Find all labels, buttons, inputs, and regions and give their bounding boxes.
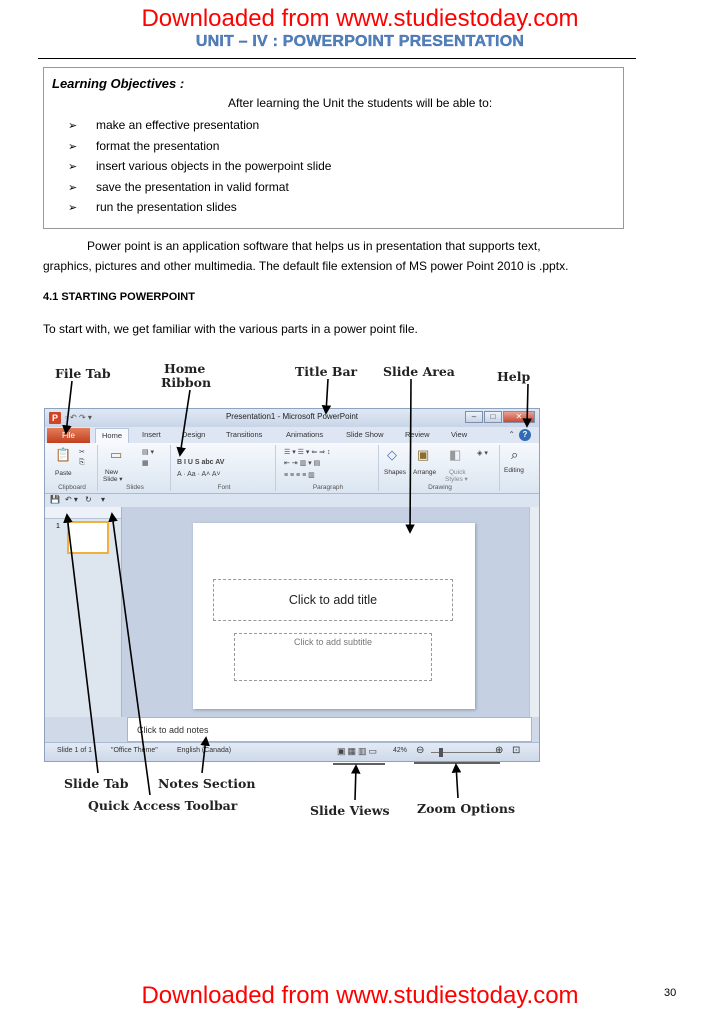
section-heading: 4.1 STARTING POWERPOINT [43, 291, 195, 303]
slide-views-icons[interactable]: ▣▦▥▭ [337, 746, 380, 756]
ribbon-group-editing [502, 445, 536, 491]
callout-home-ribbon-line-1: Home [164, 361, 206, 376]
zoom-in-icon[interactable]: ⊕ [495, 745, 504, 756]
page-number: 30 [664, 987, 677, 999]
objective-text: format the presentation [96, 138, 220, 153]
callout-home-ribbon-line-2: Ribbon [161, 375, 212, 390]
new-slide-label-line-2: Slide ▾ [103, 476, 123, 483]
powerpoint-app-icon: P [49, 412, 61, 424]
slide-thumbnail[interactable] [67, 521, 109, 554]
section-text: To start with, we get familiar with the various parts in a power point file. [43, 322, 418, 336]
tab-view[interactable]: View [451, 430, 468, 439]
unit-title: UNIT – IV : POWERPOINT PRESENTATION [195, 33, 525, 50]
callout-zoom-options: Zoom Options [417, 801, 515, 816]
callout-file-tab: File Tab [55, 366, 111, 381]
status-slide-count: Slide 1 of 1 [57, 747, 93, 754]
arrow-zoom-options [456, 765, 458, 798]
powerpoint-window [44, 408, 540, 762]
copy-icon[interactable]: ⎘ [79, 459, 85, 466]
arrow-bullet-icon: ➢ [68, 120, 78, 132]
arrange-label: Arrange [413, 469, 437, 476]
tab-review[interactable]: Review [405, 430, 430, 439]
header-rule [38, 58, 636, 59]
workspace [45, 507, 539, 717]
group-label-paragraph: Paragraph [312, 484, 344, 491]
window-title: Presentation1 - Microsoft PowerPoint [225, 412, 359, 421]
objective-item [68, 197, 331, 218]
group-label-drawing: Drawing [428, 484, 452, 491]
status-language: English (Canada) [177, 747, 232, 754]
title-bar [45, 409, 539, 427]
font-size-icons[interactable]: A · Aa · A˄ A˅ [177, 471, 221, 478]
quick-styles-icon[interactable]: ◧ [449, 447, 462, 462]
intro-paragraph-line-2: graphics, pictures and other multimedia. The default file extension of MS power Point 2010 is .pptx. [43, 259, 569, 273]
minimize-ribbon-icon[interactable]: ⌃ [508, 430, 515, 439]
arrow-bullet-icon: ➢ [68, 181, 78, 194]
paste-icon[interactable]: 📋 [55, 447, 72, 462]
ribbon-tab-bar [45, 427, 539, 443]
save-icon[interactable]: 💾 [50, 495, 60, 504]
callout-help: Help [497, 369, 531, 384]
slide-area[interactable] [193, 523, 475, 709]
ribbon-group-paragraph [278, 445, 379, 491]
objective-item [68, 156, 331, 177]
callout-title-bar: Title Bar [295, 364, 358, 379]
arrow-bullet-icon: ➢ [68, 161, 78, 173]
objective-item [68, 177, 331, 198]
tab-home[interactable]: Home [95, 428, 129, 443]
cut-icon[interactable]: ✂ [79, 449, 85, 456]
learning-objectives-box [43, 67, 624, 229]
objectives-intro: After learning the Unit the students will be able to: [228, 96, 493, 110]
new-slide-label-line-1: New [105, 469, 119, 476]
shapes-icon[interactable]: ◇ [387, 447, 397, 462]
minimize-icon[interactable]: – [465, 411, 483, 423]
objective-text: make an effective presentation [96, 118, 260, 132]
help-icon[interactable]: ? [519, 429, 531, 441]
tab-transitions[interactable]: Transitions [226, 430, 263, 439]
slide-tab-panel [45, 507, 122, 717]
arrow-bullet-icon: ➢ [68, 202, 78, 214]
tab-design[interactable]: Design [182, 430, 206, 439]
ribbon-group-slides [100, 445, 171, 491]
zoom-level: 42% [393, 747, 408, 754]
status-theme: "Office Theme" [111, 747, 158, 754]
quick-styles-label-line-1: Quick [449, 469, 466, 476]
objective-text: run the presentation slides [96, 200, 237, 214]
panel-tabs[interactable] [45, 507, 121, 519]
quick-access-toolbar [45, 494, 539, 508]
tab-animations[interactable]: Animations [286, 430, 324, 439]
fit-to-window-icon[interactable]: ⊡ [512, 745, 521, 756]
objective-item [68, 136, 331, 157]
callout-slide-tab: Slide Tab [64, 776, 129, 791]
redo-icon[interactable]: ↻ [85, 495, 92, 504]
list-icons[interactable]: ☰ ▾ ☰ ▾ ⇐ ⇒ ↕ [284, 449, 331, 456]
group-label-clipboard: Clipboard [58, 484, 86, 491]
ribbon-group-font [173, 445, 276, 491]
watermark-bottom: Downloaded from www.studiestoday.com [141, 982, 579, 1009]
watermark-top: Downloaded from www.studiestoday.com [141, 5, 579, 32]
callout-slide-area: Slide Area [383, 364, 455, 379]
objective-item [68, 115, 331, 136]
vertical-scrollbar[interactable] [529, 507, 539, 717]
indent-icons[interactable]: ⇤ ⇥ ▥ ▾ ▤ [284, 460, 321, 467]
customize-qat-icon[interactable]: ▾ [101, 495, 106, 504]
arrange-icon[interactable]: ▣ [417, 447, 430, 462]
align-icons[interactable]: ≡ ≡ ≡ ≡ ▥ [284, 472, 315, 479]
objective-text: insert various objects in the powerpoint slide [96, 159, 332, 173]
layout-icon[interactable]: ▤ ▾ [142, 449, 155, 456]
group-label-slides: Slides [126, 484, 144, 491]
ribbon-group-clipboard [47, 445, 98, 491]
home-ribbon [45, 443, 539, 494]
shapes-label: Shapes [384, 469, 407, 476]
objectives-heading: Learning Objectives : [52, 76, 185, 91]
new-slide-icon[interactable]: ▭ [110, 447, 123, 462]
zoom-out-icon[interactable]: ⊖ [416, 745, 425, 756]
arrow-slide-views [355, 766, 356, 800]
zoom-slider-thumb[interactable] [439, 748, 443, 757]
subtitle-placeholder[interactable]: Click to add subtitle [234, 633, 432, 681]
group-label-font: Font [217, 484, 231, 491]
ribbon-group-drawing [381, 445, 500, 491]
thumbnail-number: 1 [56, 523, 60, 530]
arrow-bullet-icon: ➢ [68, 140, 78, 153]
title-placeholder[interactable]: Click to add title [213, 579, 453, 621]
binoculars-icon[interactable]: ⌕ [511, 447, 519, 462]
quick-styles-label-line-2: Styles ▾ [445, 476, 468, 483]
intro-paragraph-line-1: Power point is an application software that helps us in presentation that supports text, [87, 239, 541, 253]
objective-text: save the presentation in valid format [96, 179, 289, 194]
close-icon[interactable]: ✕ [503, 411, 535, 423]
undo-icon[interactable]: ↶ ▾ [65, 495, 78, 504]
title-qat-icons: ▫ ↶ ↷ ▾ [65, 413, 92, 422]
font-format-icons[interactable]: B I U S abc AV [177, 459, 225, 466]
callout-slide-views: Slide Views [310, 803, 390, 818]
callout-quick-access-toolbar: Quick Access Toolbar [88, 798, 238, 813]
tab-slide-show[interactable]: Slide Show [346, 430, 384, 439]
objectives-list [68, 115, 331, 218]
callout-notes-section: Notes Section [158, 776, 256, 791]
reset-icon[interactable]: ▦ [142, 460, 149, 467]
editing-label: Editing [504, 467, 524, 474]
status-bar [45, 742, 539, 762]
shape-fill-icon[interactable]: ◈ ▾ [477, 450, 488, 457]
maximize-icon[interactable]: □ [484, 411, 502, 423]
tab-insert[interactable]: Insert [142, 430, 161, 439]
file-tab[interactable]: File [47, 428, 90, 443]
notes-section[interactable] [127, 717, 532, 742]
notes-placeholder: Click to add notes [137, 725, 209, 735]
paste-label: Paste [55, 470, 72, 477]
